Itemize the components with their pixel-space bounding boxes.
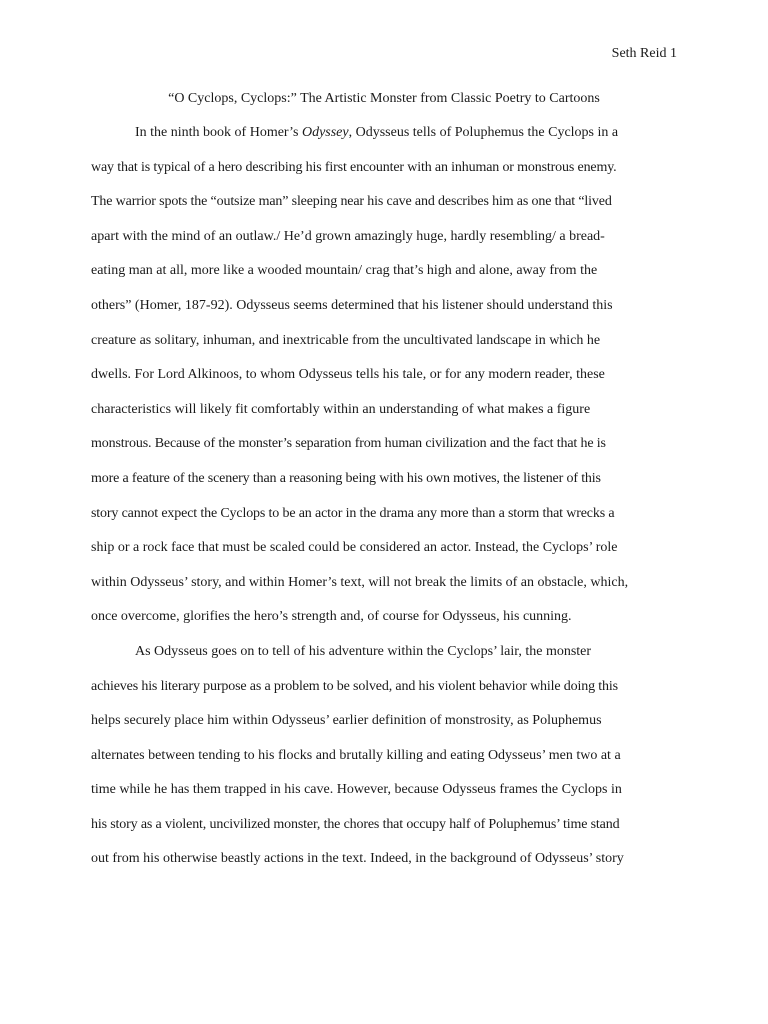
paragraph-2 bbox=[91, 635, 691, 877]
paragraph-line: his story as a violent, uncivilized monster, the chores that occupy half of Poluphemus’ time stand bbox=[91, 816, 620, 832]
paragraph-line: eating man at all, more like a wooded mountain/ crag that’s high and alone, away from the bbox=[91, 263, 598, 279]
paragraph-line: once overcome, glorifies the hero’s strength and, of course for Odysseus, his cunning. bbox=[91, 609, 572, 625]
paragraph-1 bbox=[91, 116, 691, 635]
paragraph-line: out from his otherwise beastly actions in the text. Indeed, in the background of Odysseus’ story bbox=[91, 851, 624, 867]
paragraph-line: creature as solitary, inhuman, and inextricable from the uncultivated landscape in which he bbox=[91, 332, 601, 348]
paragraph-line: dwells. For Lord Alkinoos, to whom Odysseus tells his tale, or for any modern reader, these bbox=[91, 367, 605, 383]
paragraph-line: way that is typical of a hero describing his first encounter with an inhuman or monstrous enemy. bbox=[91, 159, 617, 175]
paragraph-line: apart with the mind of an outlaw./ He’d grown amazingly huge, hardly resembling/ a bread- bbox=[91, 228, 605, 244]
paragraph-line: more a feature of the scenery than a reasoning being with his own motives, the listener of this bbox=[91, 470, 601, 486]
essay-title: “O Cyclops, Cyclops:” The Artistic Monster from Classic Poetry to Cartoons bbox=[168, 91, 600, 106]
text-run: In the ninth book of Homer’s bbox=[135, 125, 302, 140]
italic-title: Odyssey bbox=[301, 125, 349, 140]
paragraph-line: characteristics will likely fit comfortably within an understanding of what makes a figure bbox=[91, 401, 591, 417]
paragraph-line: alternates between tending to his flocks and brutally killing and eating Odysseus’ men two at a bbox=[91, 747, 621, 763]
running-head: Seth Reid 1 bbox=[611, 46, 677, 61]
essay-body bbox=[91, 116, 691, 877]
paragraph-line: time while he has them trapped in his cave. However, because Odysseus frames the Cyclops in bbox=[91, 782, 622, 798]
text-run: , Odysseus tells of Poluphemus the Cyclops in a bbox=[348, 125, 619, 140]
paragraph-line: others” (Homer, 187-92). Odysseus seems determined that his listener should understand this bbox=[91, 297, 613, 313]
paragraph-line: story cannot expect the Cyclops to be an actor in the drama any more than a storm that wrecks a bbox=[91, 505, 615, 521]
paragraph-line: within Odysseus’ story, and within Homer’s text, will not break the limits of an obstacle, which, bbox=[91, 574, 629, 590]
paragraph-line: ship or a rock face that must be scaled could be considered an actor. Instead, the Cyclops’ role bbox=[91, 540, 618, 556]
paragraph-line bbox=[91, 116, 691, 151]
paragraph-line: The warrior spots the “outsize man” sleeping near his cave and describes him as one that “lived bbox=[91, 194, 612, 210]
paragraph-line: achieves his literary purpose as a problem to be solved, and his violent behavior while doing this bbox=[91, 678, 618, 694]
paragraph-line: As Odysseus goes on to tell of his adventure within the Cyclops’ lair, the monster bbox=[135, 643, 592, 659]
paragraph-line: monstrous. Because of the monster’s separation from human civilization and the fact that he is bbox=[91, 436, 606, 452]
paragraph-line: helps securely place him within Odysseus’ earlier definition of monstrosity, as Poluphemus bbox=[91, 713, 602, 729]
